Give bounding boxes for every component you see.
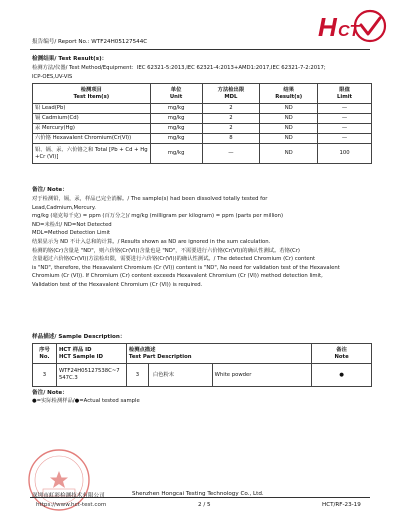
- cell-result: ND: [260, 104, 318, 114]
- note-line: Chromium (Cr (VI)). If Chromium (Cr) content exceeds Hexavalent Chromium (Cr (VI)) method detection limit,: [32, 273, 323, 280]
- cell-item: 铅 Lead(Pb): [33, 104, 151, 114]
- table-row: [33, 364, 372, 387]
- cell-mdl: 2: [202, 114, 260, 124]
- note-line: mg/kg (毫克每千克) = ppm (百万分之)/ mg/kg (milligram per kilogram) = ppm (parts per million): [32, 213, 284, 220]
- sample-title: 样品描述/ Sample Description：: [32, 334, 126, 340]
- report-number: 报告编号/ Report No.: WTF24H05127544C: [32, 39, 148, 45]
- note-line: MDL=Method Detection Limit: [32, 230, 111, 237]
- header-blank: [212, 344, 312, 364]
- part-number: 3: [127, 364, 149, 386]
- cell-mdl: —: [202, 144, 260, 164]
- sample-table: [32, 343, 372, 387]
- cell-limit: —: [318, 104, 372, 114]
- results-header-row: [33, 84, 372, 104]
- cell-mdl: 2: [202, 104, 260, 114]
- test-method-line-2: ICP-OES,UV-VIS: [32, 74, 73, 80]
- svg-text:H: H: [318, 12, 337, 42]
- total-row: [33, 144, 372, 164]
- cell-limit: —: [318, 124, 372, 134]
- cell-item: 镉 Cadmium(Cd): [33, 114, 151, 124]
- note-line: 结果显示为 ND 不计入总和的计算。/ Results shown as ND are ignored in the sum calculation.: [32, 238, 271, 245]
- header-sample-id: HCT 样品 ID HCT Sample ID: [56, 344, 126, 364]
- footer-company-cn: 深圳市虹彩检测技术有限公司: [32, 493, 105, 499]
- table-row: [33, 104, 372, 114]
- sample-header-row: [33, 344, 372, 364]
- cell-limit: —: [318, 134, 372, 144]
- header-note: 备注 Note: [312, 344, 372, 364]
- note-line: 含量超过六价铬(Cr(VI))方法检出限，需要进行六价铬(Cr(VI))的确认性测试。/ The detected Chromium (Cr) content: [32, 256, 316, 263]
- note-line: Validation test of the Hexavalent Chromium (Cr (VI)) is required.: [32, 281, 203, 288]
- header-no: 序号 No.: [33, 344, 57, 364]
- cell-test-part: [126, 364, 212, 387]
- cell-unit: mg/kg: [150, 104, 202, 114]
- table-row: [33, 114, 372, 124]
- hct-logo: [316, 6, 388, 46]
- note-line: 对于检测铅，镉，汞，样品已完全消解。/ The sample(s) had been dissolved totally tested for: [32, 196, 268, 202]
- test-method-line-1: 检测方法/仪器/ Test Method/Equipment：IEC 62321-5:2013,IEC 62321-4:2013+AMD1:2017,IEC 62321-7-2:2017;: [32, 65, 326, 71]
- cell-item: 六价铬 Hexavalent Chromium(Cr(VI)): [33, 134, 151, 144]
- header-result: 结果 Result(s): [260, 84, 318, 104]
- footer-website-link[interactable]: https://www.hct-test.com: [36, 502, 107, 508]
- cell-result: ND: [260, 114, 318, 124]
- sample-note-title: 备注/ Note：: [32, 390, 68, 396]
- header-limit: 限值 Limit: [318, 84, 372, 104]
- footer-doc-code: HCT/RF-23-19: [322, 502, 361, 508]
- cell-limit: 100: [318, 144, 372, 164]
- table-row: [33, 124, 372, 134]
- cell-unit: mg/kg: [150, 114, 202, 124]
- header-test-part: 检测点描述 Test Part Description: [126, 344, 212, 364]
- header-mdl: 方法检出限 MDL: [202, 84, 260, 104]
- note-line: is "ND", therefore, the Hexavalent Chromium (Cr (VI)) content is "ND", No need for validation test of the Hexavalent: [32, 264, 340, 271]
- cell-limit: —: [318, 114, 372, 124]
- cell-sample-id: WTF24H05127538C~7 547C.3: [56, 364, 126, 387]
- notes-title: 备注/ Note：: [32, 187, 68, 193]
- note-line: ND=未检出/ ND=Not Detected: [32, 221, 112, 228]
- notes-block: [32, 195, 372, 290]
- note-line: Lead,Cadmium,Mercury.: [32, 204, 96, 211]
- svg-text:CT: CT: [338, 23, 360, 40]
- note-line: 检测的铬(Cr)含量是 "ND"，则六价铬(Cr(VI))含量也是 "ND"，不需要进行六价铬(Cr(VI))的确认性测试。若铬(Cr): [32, 247, 300, 254]
- footer-company-en: Shenzhen Hongcai Testing Technology Co., Ltd.: [132, 491, 264, 497]
- header-test-item: 检测项目 Test Item(s): [33, 84, 151, 104]
- cell-part-desc-en: White powder: [212, 364, 312, 387]
- results-title: 检测结果/ Test Result(s)：: [32, 56, 108, 62]
- sample-note-text: ●=实际检测样品/●=Actual tested sample: [32, 398, 140, 404]
- cell-unit: mg/kg: [150, 144, 202, 164]
- cell-item: 汞 Mercury(Hg): [33, 124, 151, 134]
- results-table: [32, 83, 372, 164]
- header-unit: 单位 Unit: [150, 84, 202, 104]
- cell-mdl: 8: [202, 134, 260, 144]
- cell-unit: mg/kg: [150, 134, 202, 144]
- cell-note: ●: [312, 364, 372, 387]
- cell-unit: mg/kg: [150, 124, 202, 134]
- cell-mdl: 2: [202, 124, 260, 134]
- cell-result: ND: [260, 134, 318, 144]
- cell-no: 3: [33, 364, 57, 387]
- cell-total-item: 铅、镉、汞、六价铬之和 Total [Pb + Cd + Hg +Cr (VI)]: [33, 144, 151, 164]
- cell-result: ND: [260, 144, 318, 164]
- part-desc-cn: 白色粉末: [152, 371, 175, 378]
- footer-page-number: 2 / 5: [198, 502, 211, 508]
- table-row: [33, 134, 372, 144]
- header-divider: [30, 49, 370, 50]
- cell-result: ND: [260, 124, 318, 134]
